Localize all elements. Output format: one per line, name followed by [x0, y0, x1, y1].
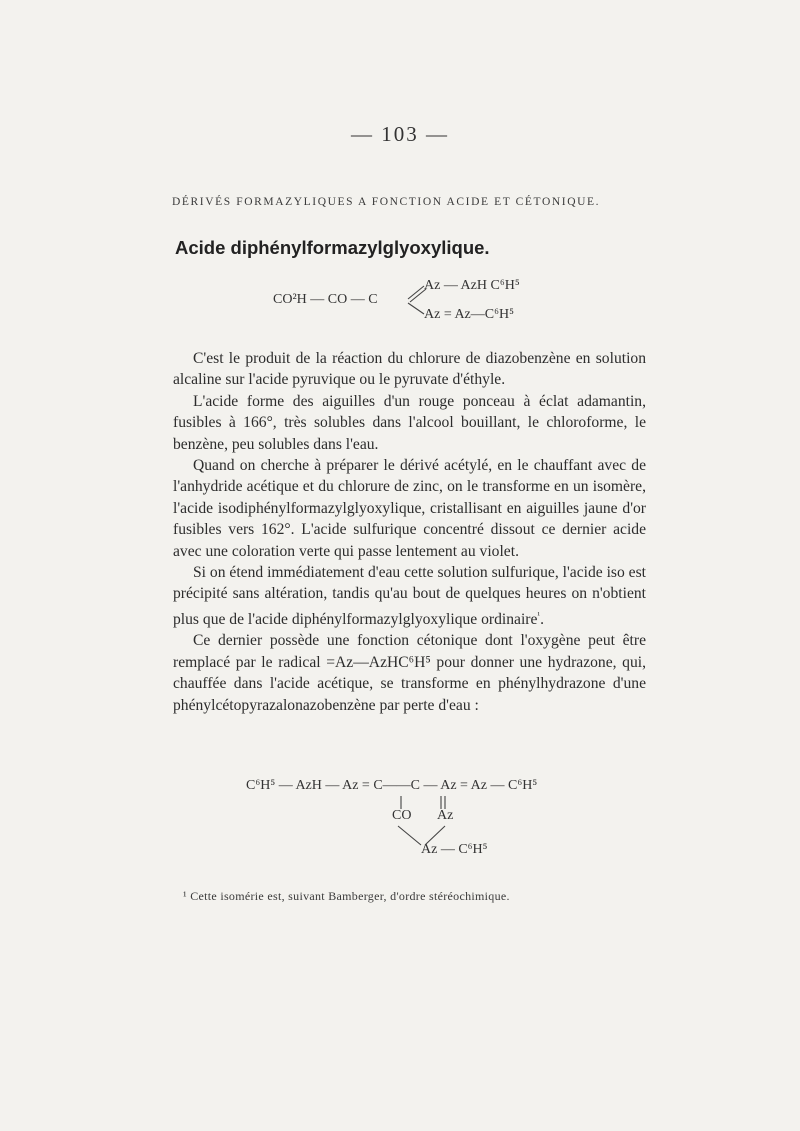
- formula-2-bottom: Az — C⁶H⁵: [421, 842, 488, 857]
- formula-1-top-branch: Az — AzH C⁶H⁵: [424, 278, 520, 293]
- paragraph-4: [173, 562, 646, 630]
- paragraph-4-text: Si on étend immédiatement d'eau cette solution sulfurique, l'acide iso est précipité sans altération, tandis qu'au bout de quelques heures on n'obtient plus que de l'acide diphénylformazylglyoxylique ordinaire: [173, 564, 646, 628]
- formula-2-line-1: C⁶H⁵ — AzH — Az = C——C — Az = Az — C⁶H⁵: [246, 778, 538, 793]
- footnote-ref: ¹: [537, 609, 541, 620]
- formula-1-left: CO²H — CO — C: [273, 292, 378, 307]
- formula-2-co: CO: [392, 808, 412, 823]
- paragraph-5: Ce dernier possède une fonction cétonique dont l'oxygène peut être remplacé par le radical =Az—AzHC⁶H⁵ pour donner une hydrazone, qui, chauffée dans l'acide acétique, se transforme en phénylhydrazone d'une phénylcétopyrazalonazobenzène par perte d'eau :: [173, 632, 646, 714]
- formula-2-az: Az: [437, 808, 454, 823]
- page-number: — 103 —: [351, 122, 449, 146]
- footnote: ¹ Cette isomérie est, suivant Bamberger, d'ordre stéréochimique.: [183, 889, 510, 903]
- paragraph-2: L'acide forme des aiguilles d'un rouge ponceau à éclat adamantin, fusibles à 166°, très solubles dans l'alcool bouillant, le chloroforme, le benzène, peu solubles dans l'eau.: [173, 392, 646, 453]
- paragraph-3: Quand on cherche à préparer le dérivé acétylé, en le chauffant avec de l'anhydride acétique et du chlorure de zinc, on le transforme en un isomère, l'acide isodiphénylformazylglyoxylique, cristallisant en aiguilles jaune d'or fusibles vers 162°. L'acide sulfurique concentré dissout ce dernier acide avec une coloration verte qui passe lentement au violet.: [173, 457, 646, 560]
- formula-1-bottom-branch: Az = Az—C⁶H⁵: [424, 307, 514, 322]
- paragraph-1: C'est le produit de la réaction du chlorure de diazobenzène en solution alcaline sur l'acide pyruvique ou le pyruvate d'éthyle.: [173, 350, 646, 389]
- body-text: [173, 348, 646, 716]
- compound-title: Acide diphénylformazylglyoxylique.: [175, 237, 490, 258]
- paragraph-4-end: .: [540, 610, 544, 628]
- section-heading: DÉRIVÉS FORMAZYLIQUES A FONCTION ACIDE ET CÉTONIQUE.: [172, 196, 601, 208]
